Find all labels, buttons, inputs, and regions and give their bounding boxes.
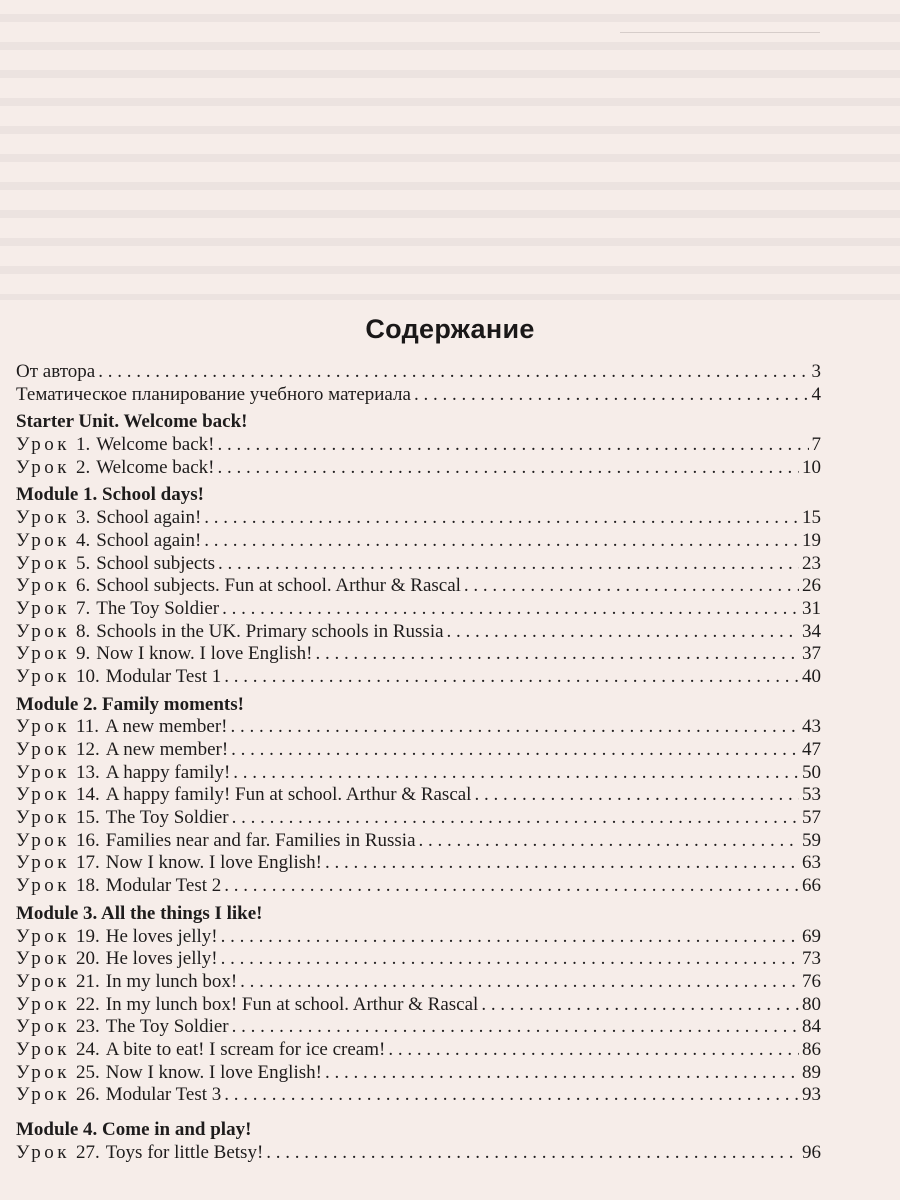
lesson-number: 11. xyxy=(76,716,100,738)
lesson-number: 24. xyxy=(76,1038,100,1060)
section-heading: Module 1. School days! xyxy=(16,484,204,506)
entry-title: A happy family! xyxy=(105,761,231,783)
page-title: Содержание xyxy=(365,314,535,344)
toc-entry xyxy=(16,1039,821,1062)
lesson-word: Урок xyxy=(16,829,71,851)
entry-title: School subjects. Fun at school. Arthur & Rascal xyxy=(96,575,461,597)
page-number: 40 xyxy=(802,665,821,687)
dot-leader xyxy=(464,575,799,598)
entry-title: Welcome back! xyxy=(96,456,215,478)
entry-title: A new member! xyxy=(105,716,228,738)
dot-leader xyxy=(325,1062,799,1085)
lesson-word: Урок xyxy=(16,875,71,897)
dot-leader xyxy=(221,948,799,971)
lesson-word: Урок xyxy=(16,1141,71,1163)
lesson-number: 19. xyxy=(76,925,100,947)
lesson-word: Урок xyxy=(16,784,71,806)
lesson-number: 9. xyxy=(76,643,91,665)
lesson-number: 3. xyxy=(76,507,91,529)
toc-entry xyxy=(16,784,821,807)
dot-leader xyxy=(231,739,799,762)
page-number: 57 xyxy=(802,807,821,829)
lesson-number: 23. xyxy=(76,1016,100,1038)
toc-entry xyxy=(16,875,821,898)
page-number: 73 xyxy=(802,948,821,970)
toc-entry xyxy=(16,716,821,739)
lesson-word: Урок xyxy=(16,507,71,529)
dot-leader xyxy=(98,361,808,384)
page-number: 31 xyxy=(802,597,821,619)
page-number: 86 xyxy=(802,1038,821,1060)
entry-title: A happy family! Fun at school. Arthur & Rascal xyxy=(105,784,472,806)
page-number: 76 xyxy=(802,970,821,992)
lesson-word: Урок xyxy=(16,456,71,478)
page-number: 3 xyxy=(811,361,821,382)
dot-leader xyxy=(447,621,799,644)
entry-title: Modular Test 1 xyxy=(105,665,222,687)
page-number: 63 xyxy=(802,852,821,874)
toc-entry xyxy=(16,621,821,644)
entry-title: In my lunch box! Fun at school. Arthur & Rascal xyxy=(105,993,479,1015)
page-number: 4 xyxy=(811,383,821,405)
toc-entry xyxy=(16,1062,821,1085)
lesson-number: 27. xyxy=(76,1141,100,1163)
bleed-through-rule xyxy=(620,32,820,33)
toc-entry xyxy=(16,643,821,666)
lesson-number: 8. xyxy=(76,620,91,642)
toc-entry xyxy=(16,361,821,384)
lesson-word: Урок xyxy=(16,434,71,456)
dot-leader xyxy=(222,598,799,621)
toc-entry xyxy=(16,530,821,553)
lesson-word: Урок xyxy=(16,665,71,687)
toc-entry xyxy=(16,830,821,853)
page-number: 59 xyxy=(802,829,821,851)
lesson-word: Урок xyxy=(16,643,71,665)
dot-leader xyxy=(388,1039,799,1062)
lesson-number: 10. xyxy=(76,665,100,687)
page-number: 26 xyxy=(802,575,821,597)
page-number: 10 xyxy=(802,456,821,478)
entry-title: School again! xyxy=(96,507,202,529)
entry-title: Welcome back! xyxy=(96,434,215,456)
section-heading: Starter Unit. Welcome back! xyxy=(16,411,248,433)
lesson-number: 12. xyxy=(76,739,100,760)
dot-leader xyxy=(204,530,799,553)
toc-entry xyxy=(16,1084,821,1107)
lesson-word: Урок xyxy=(16,1016,71,1038)
toc-entry xyxy=(16,384,821,407)
page-number: 7 xyxy=(811,434,821,456)
lesson-number: 2. xyxy=(76,456,91,478)
lesson-word: Урок xyxy=(16,529,71,551)
entry-title: Toys for little Betsy! xyxy=(105,1141,264,1163)
entry-title: The Toy Soldier xyxy=(105,1016,229,1038)
toc-entry xyxy=(16,575,821,598)
dot-leader xyxy=(232,1016,799,1039)
toc-entry xyxy=(16,948,821,971)
toc-entry xyxy=(16,926,821,949)
lesson-word: Урок xyxy=(16,1061,71,1083)
dot-leader xyxy=(232,807,799,830)
dot-leader xyxy=(218,553,799,576)
page-number: 89 xyxy=(802,1061,821,1083)
dot-leader xyxy=(224,875,799,898)
entry-title: Now I know. I love English! xyxy=(105,852,322,874)
dot-leader xyxy=(315,643,799,666)
dot-leader xyxy=(224,1084,799,1107)
dot-leader xyxy=(474,784,799,807)
page-number: 19 xyxy=(802,529,821,551)
lesson-number: 20. xyxy=(76,948,100,970)
dot-leader xyxy=(325,852,799,875)
dot-leader xyxy=(419,830,799,853)
entry-title: The Toy Soldier xyxy=(105,807,229,829)
entry-title: Modular Test 2 xyxy=(105,875,222,897)
dot-leader xyxy=(217,434,808,457)
dot-leader xyxy=(414,384,809,407)
lesson-number: 21. xyxy=(76,970,100,992)
lesson-word: Урок xyxy=(16,807,71,829)
dot-leader xyxy=(230,716,799,739)
page-number: 50 xyxy=(802,761,821,783)
lesson-number: 4. xyxy=(76,529,91,551)
toc-entry xyxy=(16,598,821,621)
section-heading: Module 3. All the things I like! xyxy=(16,902,263,924)
bleed-through-text xyxy=(0,0,900,300)
lesson-word: Урок xyxy=(16,925,71,947)
page-number: 43 xyxy=(802,716,821,738)
page-number: 53 xyxy=(802,784,821,806)
lesson-word: Урок xyxy=(16,552,71,574)
entry-title: Now I know. I love English! xyxy=(96,643,313,665)
lesson-word: Урок xyxy=(16,970,71,992)
toc-entry xyxy=(16,1016,821,1039)
entry-title: A bite to eat! I scream for ice cream! xyxy=(105,1038,386,1060)
toc-entry xyxy=(16,994,821,1017)
lesson-word: Урок xyxy=(16,993,71,1015)
dot-leader xyxy=(204,507,799,530)
entry-title: Schools in the UK. Primary schools in Russia xyxy=(96,620,444,642)
lesson-word: Урок xyxy=(16,575,71,597)
entry-title: He loves jelly! xyxy=(105,948,218,970)
entry-title: The Toy Soldier xyxy=(96,597,220,619)
lesson-word: Урок xyxy=(16,739,71,760)
toc-entry xyxy=(16,807,821,830)
entry-title: Modular Test 3 xyxy=(105,1084,222,1106)
entry-title: He loves jelly! xyxy=(105,925,218,947)
lesson-number: 1. xyxy=(76,434,91,456)
entry-title: От автора xyxy=(16,361,96,382)
dot-leader xyxy=(224,666,799,689)
page-number: 96 xyxy=(802,1141,821,1163)
entry-title: School again! xyxy=(96,529,202,551)
table-of-contents xyxy=(16,361,821,1164)
entry-title: Тематическое планирование учебного материала xyxy=(16,383,411,405)
entry-title: Now I know. I love English! xyxy=(105,1061,322,1083)
dot-leader xyxy=(481,994,799,1017)
lesson-number: 17. xyxy=(76,852,100,874)
lesson-word: Урок xyxy=(16,1038,71,1060)
lesson-number: 5. xyxy=(76,552,91,574)
toc-entry xyxy=(16,666,821,689)
lesson-word: Урок xyxy=(16,716,71,738)
lesson-number: 22. xyxy=(76,993,100,1015)
lesson-word: Урок xyxy=(16,761,71,783)
lesson-number: 25. xyxy=(76,1061,100,1083)
lesson-number: 18. xyxy=(76,875,100,897)
toc-entry xyxy=(16,553,821,576)
toc-entry xyxy=(16,1142,821,1165)
lesson-number: 7. xyxy=(76,597,91,619)
toc-entry xyxy=(16,739,821,762)
page-number: 80 xyxy=(802,993,821,1015)
toc-entry xyxy=(16,434,821,457)
toc-entry xyxy=(16,762,821,785)
lesson-number: 16. xyxy=(76,829,100,851)
lesson-number: 6. xyxy=(76,575,91,597)
page-number: 34 xyxy=(802,620,821,642)
toc-entry xyxy=(16,971,821,994)
entry-title: Families near and far. Families in Russia xyxy=(105,829,416,851)
lesson-number: 15. xyxy=(76,807,100,829)
dot-leader xyxy=(266,1142,799,1165)
lesson-word: Урок xyxy=(16,597,71,619)
page-number: 47 xyxy=(802,739,821,760)
entry-title: A new member! xyxy=(105,739,229,760)
lesson-word: Урок xyxy=(16,948,71,970)
page-number: 84 xyxy=(802,1016,821,1038)
toc-entry xyxy=(16,852,821,875)
section-heading: Module 2. Family moments! xyxy=(16,693,244,715)
section-heading: Module 4. Come in and play! xyxy=(16,1119,252,1140)
dot-leader xyxy=(240,971,799,994)
lesson-number: 26. xyxy=(76,1084,100,1106)
lesson-word: Урок xyxy=(16,852,71,874)
page-number: 23 xyxy=(802,552,821,574)
lesson-word: Урок xyxy=(16,620,71,642)
dot-leader xyxy=(233,762,799,785)
lesson-number: 13. xyxy=(76,761,100,783)
dot-leader xyxy=(221,926,799,949)
page-number: 37 xyxy=(802,643,821,665)
page-number: 93 xyxy=(802,1084,821,1106)
entry-title: School subjects xyxy=(96,552,216,574)
dot-leader xyxy=(217,457,799,480)
lesson-number: 14. xyxy=(76,784,100,806)
toc-entry xyxy=(16,457,821,480)
entry-title: In my lunch box! xyxy=(105,970,238,992)
page-number: 66 xyxy=(802,875,821,897)
page-number: 15 xyxy=(802,507,821,529)
toc-entry xyxy=(16,507,821,530)
lesson-word: Урок xyxy=(16,1084,71,1106)
page-number: 69 xyxy=(802,925,821,947)
